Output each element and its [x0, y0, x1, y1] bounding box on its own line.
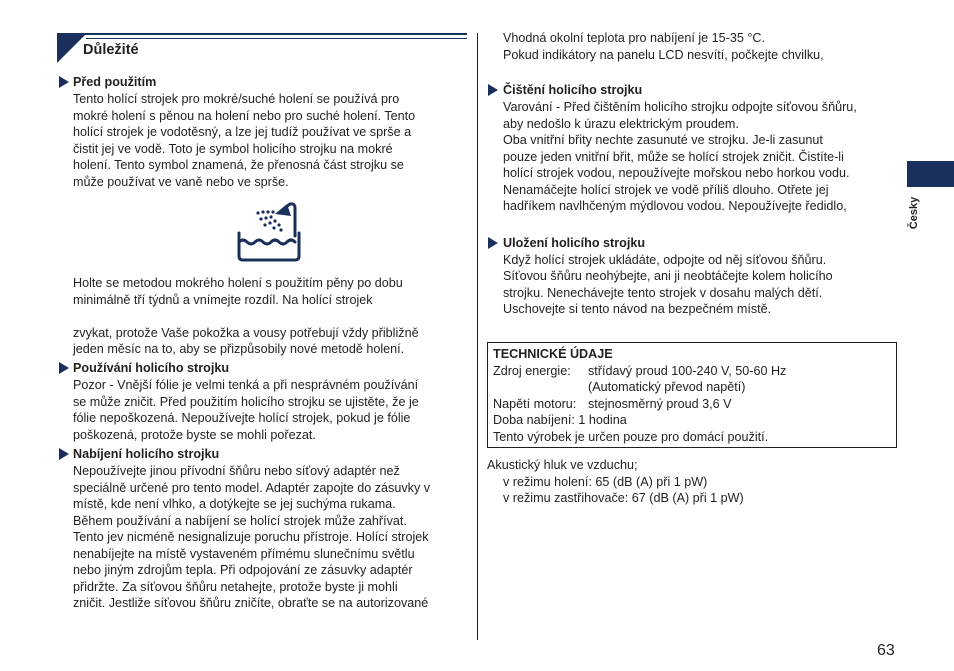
text-line: minimálně tří týdnů a vnímejte rozdíl. Na holící strojek: [73, 292, 373, 307]
text-line: zvykat, protože Vaše pokožka a vousy potřebují vždy přibližně: [73, 325, 419, 340]
tech-power-label: Zdroj energie:: [493, 363, 571, 378]
text-line: zničit. Jestliže síťovou šňůru zničíte, obraťte se na autorizované: [73, 596, 429, 610]
text-line: může používat ve vaně nebo ve sprše.: [73, 174, 289, 189]
language-tab: [907, 161, 954, 187]
text-line: Pozor - Vnější fólie je velmi tenká a při nesprávném používání: [73, 378, 419, 392]
text-line: se může zničit. Před použitím holicího strojku se ujistěte, že je: [73, 394, 419, 409]
arrow-bullet-icon: [488, 84, 498, 96]
text-line: Nenamáčejte holící strojek ve vodě příliš dlouho. Otřete jej: [503, 182, 829, 197]
language-label: [906, 193, 922, 233]
noise-shaving: v režimu holení: 65 (dB (A) při 1 pW): [503, 474, 708, 489]
page-number: 63: [877, 642, 895, 659]
text-line: holení. Tento symbol znamená, že přenosná část strojku se: [73, 158, 404, 172]
text-line: Uschovejte si tento návod na bezpečném místě.: [503, 302, 772, 316]
text-line: přidržte. Za síťovou šňůru netahejte, protože byste ji mohli: [73, 579, 398, 594]
tech-heading: TECHNICKÉ ÚDAJE: [493, 347, 613, 361]
text-line: Vhodná okolní teplota pro nabíjení je 15-35 °C.: [503, 31, 765, 45]
tech-power-value: střídavý proud 100-240 V, 50-60 Hz: [588, 363, 787, 378]
text-line: hadříkem navlhčeným mýdlovou vodou. Nepoužívejte ředidlo,: [503, 199, 847, 213]
arrow-bullet-icon: [59, 362, 69, 374]
header-rule: [57, 33, 467, 35]
language-label-text: Česky: [908, 196, 920, 230]
text-line: speciálně určené pro tento model. Adaptér zapojte do zásuvky v: [73, 480, 431, 495]
text-line: fólie nepoškozená. Nepoužívejte holící strojek, pokud je fólie: [73, 411, 411, 425]
text-line: Holte se metodou mokrého holení s použitím pěny po dobu: [73, 276, 403, 290]
heading-before-use: Před použitím: [73, 75, 157, 89]
text-line: Pokud indikátory na panelu LCD nesvítí, počkejte chvilku,: [503, 47, 824, 62]
tech-charge-time: Doba nabíjení: 1 hodina: [493, 413, 627, 427]
text-line: Během používání a nabíjení se holící strojek může zahřívat.: [73, 513, 407, 528]
text-line: Tento holící strojek pro mokré/suché holení se používá pro: [73, 92, 400, 106]
tech-motor-label: Napětí motoru:: [493, 396, 577, 411]
text-line: Když holící strojek ukládáte, odpojte od něj síťovou šňůru.: [503, 252, 827, 267]
text-line: Nepoužívejte jinou přívodní šňůru nebo síťový adaptér než: [73, 464, 400, 478]
header-rule-thin: [86, 38, 467, 39]
text-line: mokré holení s pěnou na holení nebo pro suché holení. Tento: [73, 108, 416, 123]
text-line: místě, kde není vlhko, a dotýkejte se jej suchýma rukama.: [73, 497, 396, 511]
text-line: čistit jej ve vodě. Toto je symbol holicího strojku na mokré: [73, 141, 393, 156]
section-title: Důležité: [83, 42, 139, 58]
text-line: aby nedošlo k úrazu elektrickým proudem.: [503, 116, 739, 131]
text-line: poškozená, protože byste se mohli pořezat.: [73, 427, 316, 442]
text-line: Tento jev nicméně nesignalizuje poruchu přístroje. Holící strojek: [73, 530, 429, 544]
text-line: Síťovou šňůru neohýbejte, ani ji neobtáčejte kolem holicího: [503, 269, 833, 283]
text-line: nenabíjejte na místě vystaveném přímému slunečnímu světlu: [73, 546, 415, 561]
shower-bath-icon: [233, 200, 305, 264]
text-line: holící strojek je vodotěsný, a lze jej tudíž používat ve sprše a: [73, 125, 412, 139]
text-line: Oba vnitřní břity nechte zasunuté ve strojku. Je-li zasunut: [503, 133, 823, 147]
arrow-bullet-icon: [488, 237, 498, 249]
tech-household: Tento výrobek je určen pouze pro domácí použití.: [493, 429, 769, 444]
column-divider: [477, 33, 478, 640]
heading-storage: Uložení holicího strojku: [503, 236, 646, 250]
text-line: nebo jiným zdrojům tepla. Při odpojování ze zásuvky adaptér: [73, 563, 413, 577]
noise-trimmer: v režimu zastřihovače: 67 (dB (A) při 1 pW): [503, 491, 744, 505]
text-line: holící strojek vodou, nepoužívejte mořskou nebo horkou vodu.: [503, 166, 850, 180]
text-line: Varování - Před čištěním holicího strojku odpojte síťovou šňůru,: [503, 100, 857, 114]
arrow-bullet-icon: [59, 76, 69, 88]
arrow-bullet-icon: [59, 448, 69, 460]
text-line: jeden měsíc na to, aby se přizpůsobily nové metodě holení.: [73, 342, 405, 356]
noise-heading: Akustický hluk ve vzduchu;: [487, 458, 638, 472]
heading-using-shaver: Používání holicího strojku: [73, 361, 230, 375]
tech-motor-value: stejnosměrný proud 3,6 V: [588, 396, 732, 411]
text-line: pouze jeden vnitřní břit, může se holící strojek zničit. Čistíte-li: [503, 149, 844, 164]
tech-power-note: (Automatický převod napětí): [588, 380, 746, 394]
heading-charging: Nabíjení holicího strojku: [73, 447, 220, 461]
heading-cleaning: Čištění holicího strojku: [503, 83, 643, 97]
text-line: strojku. Nenechávejte tento strojek v dosahu malých dětí.: [503, 285, 823, 300]
